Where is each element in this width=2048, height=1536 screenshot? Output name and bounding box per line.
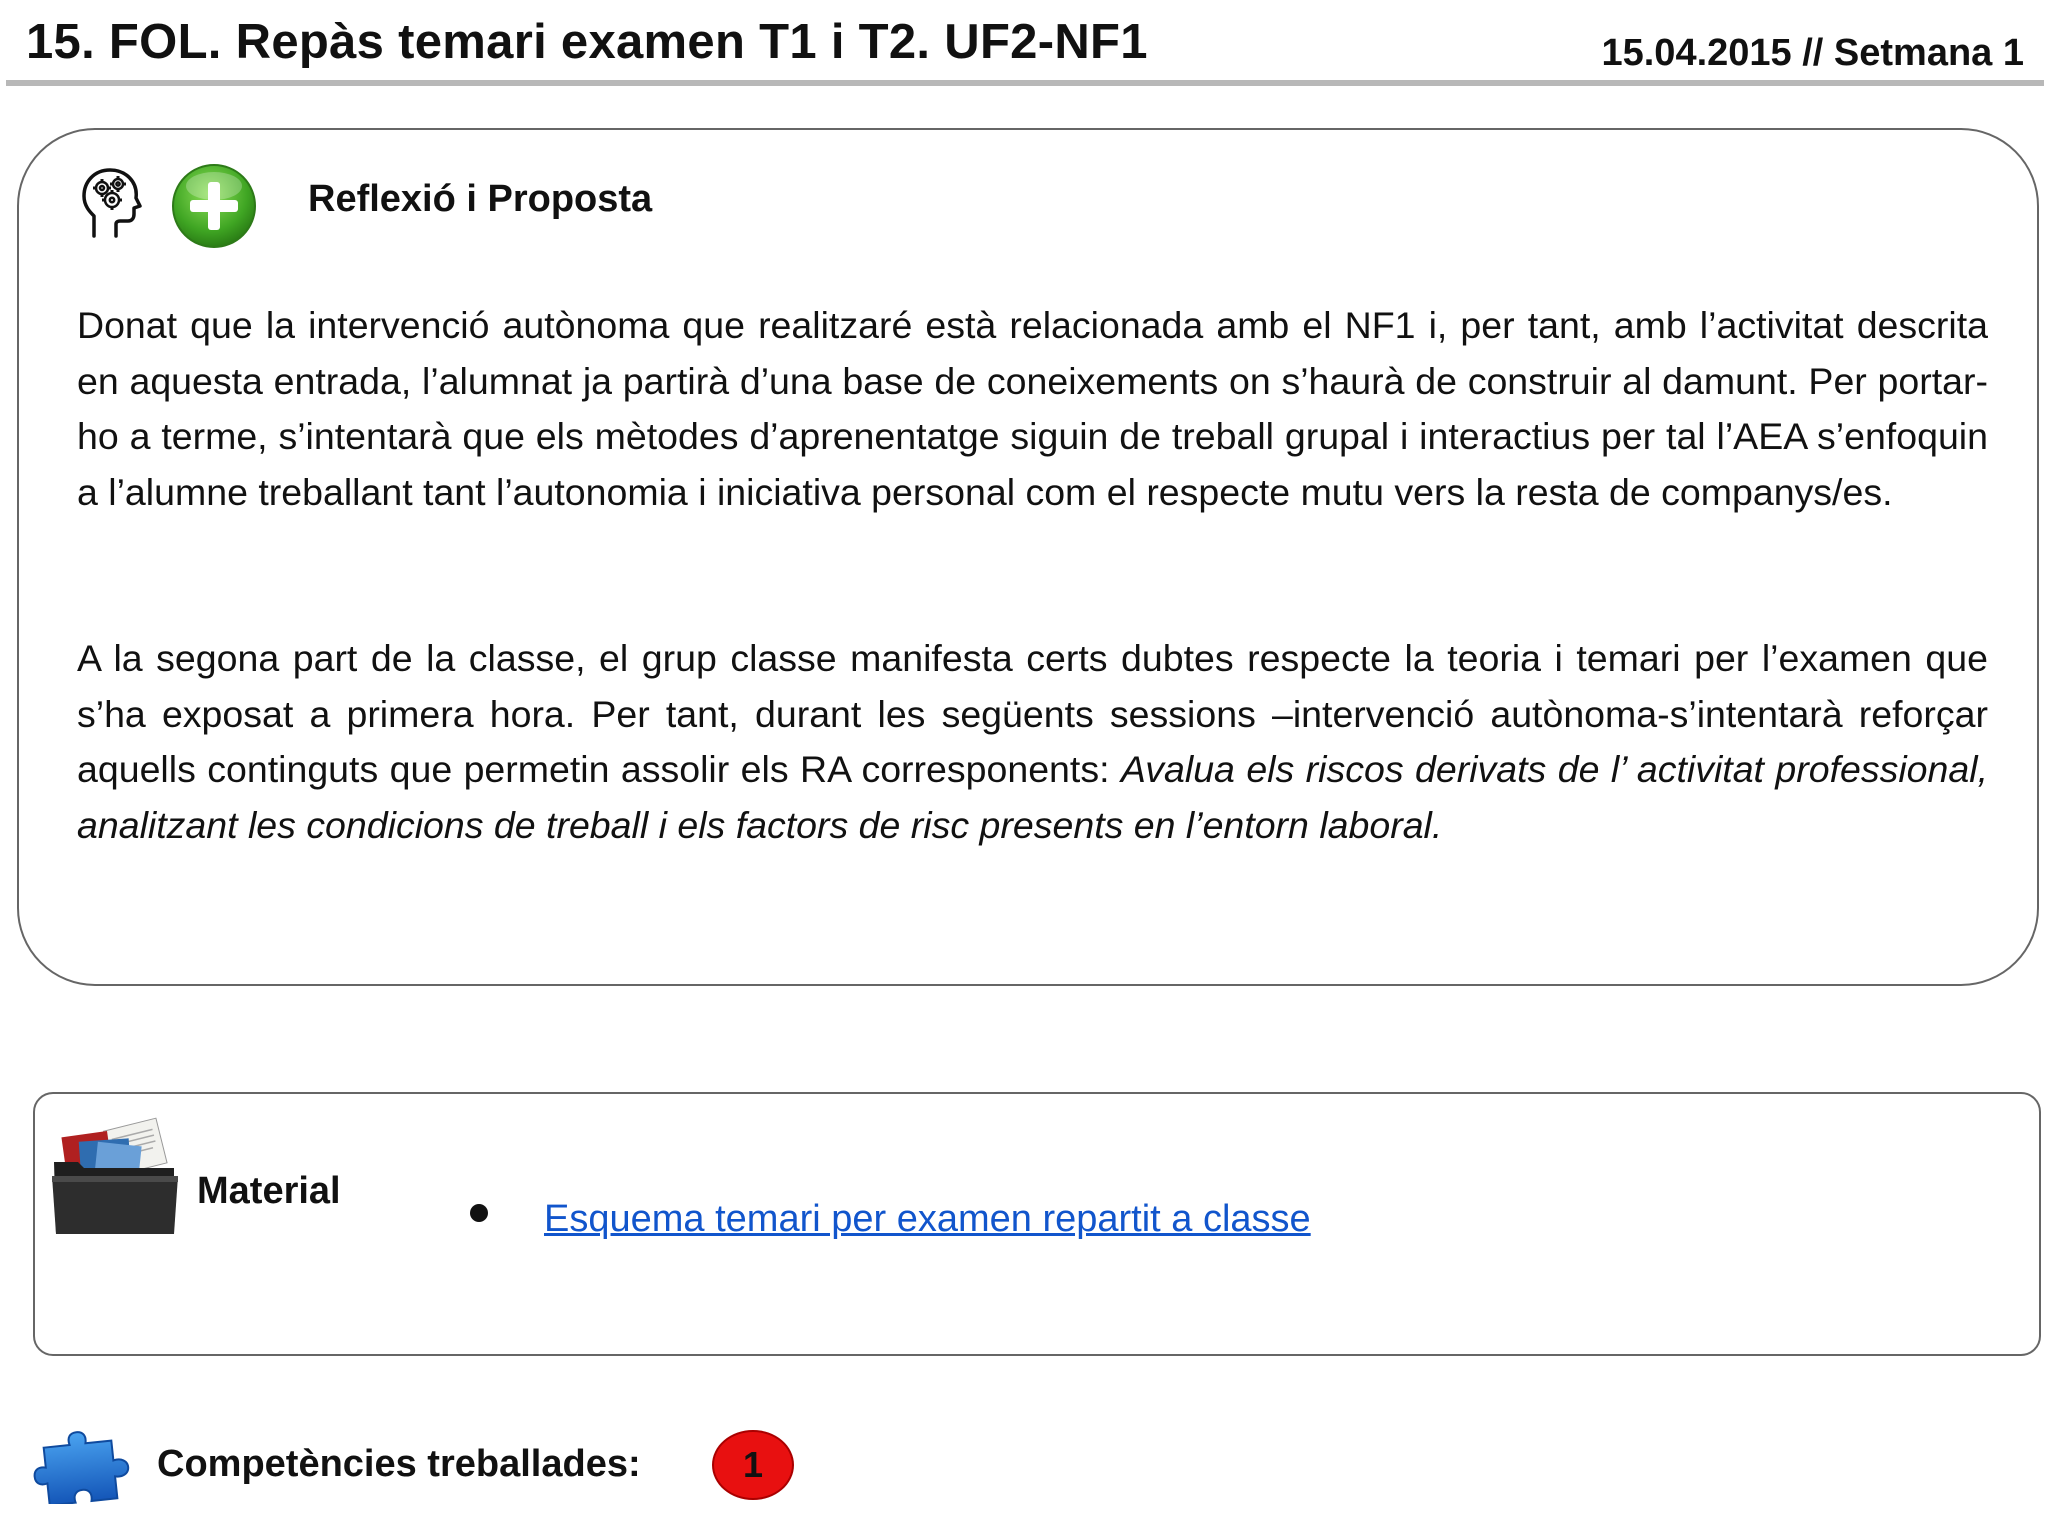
learning-outcome-text: Avalua els riscos derivats de l’ activitat professional, analitzant les condicions de treball i els factors de risc presents en l’entorn laboral.: [77, 748, 1989, 846]
list-bullet: [470, 1204, 488, 1222]
reflection-paragraph-2: [77, 631, 1988, 853]
reflection-paragraph-1: Donat que la intervenció autònoma que realitzaré està relacionada amb el NF1 i, per tant, amb l’activitat descrita en aquesta entrada, l’alumnat ja partirà d’una base de coneixements on s’haurà de construir al damunt. Per portar-ho a terme, s’intentarà que els mètodes d’aprenentatge siguin de treball grupal i interactius per tal l’AEA s’enfoquin a l’alumne treballant tant l’autonomia i iniciativa personal com el respecte mutu vers la resta de companys/es.: [77, 304, 1988, 513]
competency-badge: 1: [712, 1430, 794, 1500]
plus-circle-icon: [170, 162, 258, 250]
material-label: Material: [197, 1170, 341, 1212]
date-week: 15.04.2015 // Setmana 1: [1601, 32, 2024, 74]
head-gears-icon: [80, 166, 146, 240]
paragraph-2-text: A la segona part de la classe, el grup classe manifesta certs dubtes respecte la teoria i temari per l’examen que s’ha exposat a primera hora. Per tant, durant les següents sessions –intervenció autònoma-s’intentarà reforçar aquells continguts que permetin assolir els RA corresponents:: [77, 637, 1988, 790]
header-divider: [6, 80, 2044, 86]
folder-icon: [50, 1116, 180, 1238]
page-header: [0, 0, 2048, 86]
material-link[interactable]: Esquema temari per examen repartit a classe: [544, 1198, 1311, 1240]
reflection-panel: [17, 128, 2039, 986]
puzzle-piece-icon: [28, 1428, 132, 1504]
page-title: 15. FOL. Repàs temari examen T1 i T2. UF2-NF1: [26, 15, 1148, 69]
reflection-title: Reflexió i Proposta: [308, 178, 653, 220]
competencies-label: Competències treballades:: [157, 1443, 641, 1485]
